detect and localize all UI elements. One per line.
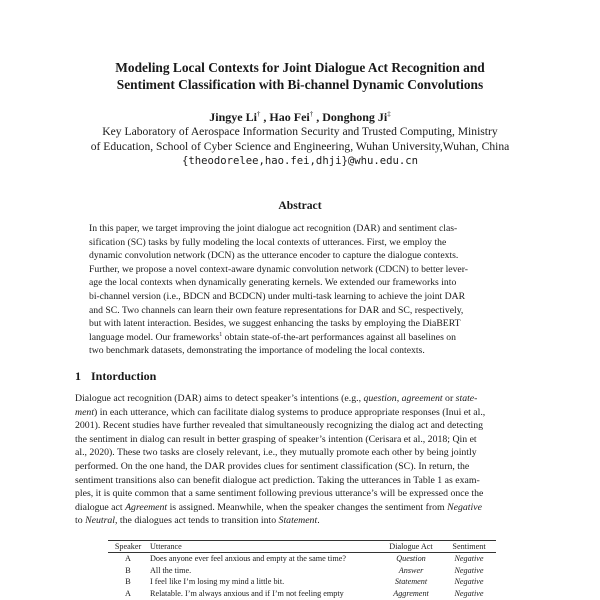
- abstract-line: bi-channel version (i.e., BDCN and BCDCN) under multi-task learning to achieve the joint DAR: [89, 290, 466, 302]
- cell-speaker: A: [125, 554, 131, 564]
- author-name: Jingye Li: [209, 110, 257, 124]
- abstract-line: sification (SC) tasks by fully modeling the local contexts of utterances. First, we employ the: [89, 236, 447, 248]
- body-text: , the dialogues act tends to transition into: [115, 515, 279, 527]
- body-line: performed. On the one hand, the DAR provides clues for sentiment classification (SC). In return, the: [75, 460, 470, 472]
- title-line-1: Modeling Local Contexts for Joint Dialogue Act Recognition and: [115, 60, 485, 75]
- col-header-dialogue-act: Dialogue Act: [380, 541, 442, 553]
- footnote-mark: 1: [219, 331, 223, 338]
- author-name: Donghong Ji: [322, 110, 388, 124]
- italic-term: agreement: [401, 393, 443, 404]
- body-line: 2001). Recent studies have further revealed that simultaneously recognizing the dialog act and detecting: [75, 420, 484, 432]
- abstract-heading: Abstract: [278, 199, 322, 212]
- cell-speaker: B: [125, 565, 131, 575]
- italic-term: ment: [75, 406, 95, 418]
- abstract-line: but with latent interaction. Besides, we suggest enhancing the tasks by employing the DiaBERT: [89, 318, 461, 330]
- author-mark: ‡: [387, 110, 391, 118]
- abstract-line: [89, 331, 513, 345]
- paper-title: [60, 59, 540, 93]
- abstract-line: Further, we propose a novel context-aware dynamic convolution network (CDCN) to better lever-: [89, 263, 468, 275]
- col-header-utterance: Utterance: [148, 541, 380, 553]
- dialogue-table: [108, 540, 496, 599]
- body-line: [75, 514, 529, 528]
- body-text: to: [75, 515, 86, 527]
- col-header-speaker: Speaker: [108, 541, 148, 553]
- cell-speaker: A: [125, 588, 131, 598]
- abstract-line: and SC. Two channels can learn their own feature representations for DAR and SC, respectively,: [89, 304, 464, 316]
- body-line: ples, it is quite common that a same sentiment following previous utterance’s will be expressed once the: [75, 488, 484, 500]
- section-heading: [75, 369, 156, 384]
- title-line-2: Sentiment Classification with Bi-channel Dynamic Convolutions: [116, 77, 484, 92]
- table-row: [108, 565, 496, 576]
- cell-sentiment: Negative: [454, 588, 484, 598]
- body-line: the sentiment in dialog can result in better grasping of speaker’s intention (Cerisara et al., 2018; Qin et: [75, 433, 477, 445]
- body-text: ,: [396, 393, 402, 404]
- body-text: .: [317, 515, 320, 527]
- body-line: al., 2020). These two tasks are closely relevant, i.e., they mutually promote each other by being jointly: [75, 447, 477, 459]
- italic-term: Neutral: [85, 515, 116, 527]
- cell-act: Question: [396, 554, 426, 564]
- body-line: sentiment transitions also can benefit dialogue act prediction. Taking the utterances in Table 1 as exam-: [75, 474, 480, 486]
- author-emails: {theodorelee,hao.fei,dhji}@whu.edu.cn: [182, 155, 418, 167]
- body-text: is assigned. Meanwhile, when the speaker changes the sentiment from: [167, 501, 448, 513]
- cell-act: Aggrement: [393, 588, 429, 598]
- cell-utterance: I feel like I’m losing my mind a little bit.: [150, 577, 285, 587]
- affiliation: [60, 125, 540, 169]
- table-row: [108, 553, 496, 565]
- italic-term: Agreement: [125, 501, 168, 513]
- cell-sentiment: Negative: [454, 577, 484, 587]
- italic-term: question: [363, 393, 397, 404]
- body-text: or: [442, 393, 456, 404]
- author-mark: †: [256, 110, 261, 118]
- section-number: 1: [75, 369, 81, 383]
- italic-term: state-: [455, 393, 478, 404]
- cell-sentiment: Negative: [454, 554, 484, 564]
- author-list: Jingye Li† , Hao Fei† , Donghong Ji‡: [209, 110, 391, 124]
- abstract-text: language model. Our frameworks: [89, 331, 220, 343]
- abstract-body: [89, 222, 513, 358]
- cell-utterance: Relatable. I’m always anxious and if I’m not feeling empty: [150, 588, 344, 598]
- cell-utterance: All the time.: [150, 565, 192, 575]
- affiliation-line-1: Key Laboratory of Aerospace Information Security and Trusted Computing, Ministry: [102, 125, 498, 138]
- affiliation-line-2: of Education, School of Cyber Science and Engineering, Wuhan University,Wuhan, China: [90, 139, 510, 153]
- cell-act: Statement: [394, 577, 428, 587]
- abstract-line: two benchmark datasets, demonstrating the importance of modeling the local contexts.: [89, 345, 425, 357]
- italic-term: Statement: [278, 515, 318, 527]
- col-header-sentiment: Sentiment: [442, 541, 496, 553]
- cell-act: Answer: [398, 565, 424, 575]
- section-title: Intorduction: [91, 369, 157, 383]
- italic-term: Negative: [447, 501, 482, 513]
- abstract-text: obtain state-of-the-art performances against all baselines on: [222, 331, 456, 343]
- abstract-line: In this paper, we target improving the joint dialogue act recognition (DAR) and sentiment clas-: [89, 223, 458, 234]
- table-header-row: [108, 541, 496, 553]
- abstract-line: dynamic convolution network (DCN) as the utterance encoder to capture the dialogue contexts.: [89, 250, 459, 262]
- body-text: ) in each utterance, which can facilitate dialog systems to produce appropriate responses (Inui et al.,: [94, 406, 486, 418]
- intro-paragraph: [75, 392, 529, 528]
- author-mark: †: [309, 110, 314, 118]
- cell-speaker: B: [125, 577, 131, 587]
- table-row: [108, 576, 496, 587]
- cell-utterance: Does anyone ever feel anxious and empty at the same time?: [150, 554, 346, 564]
- body-line: [75, 501, 529, 515]
- body-text: dialogue act: [75, 501, 126, 513]
- table-row: [108, 588, 496, 599]
- abstract-line: age the local contexts when dynamically generating kernels. We extended our frameworks into: [89, 277, 457, 289]
- body-line: [75, 406, 529, 420]
- body-line: [75, 392, 529, 406]
- cell-sentiment: Negative: [454, 565, 484, 575]
- body-text: Dialogue act recognition (DAR) aims to detect speaker’s intentions (e.g.,: [75, 393, 364, 404]
- author-name: Hao Fei: [269, 110, 310, 124]
